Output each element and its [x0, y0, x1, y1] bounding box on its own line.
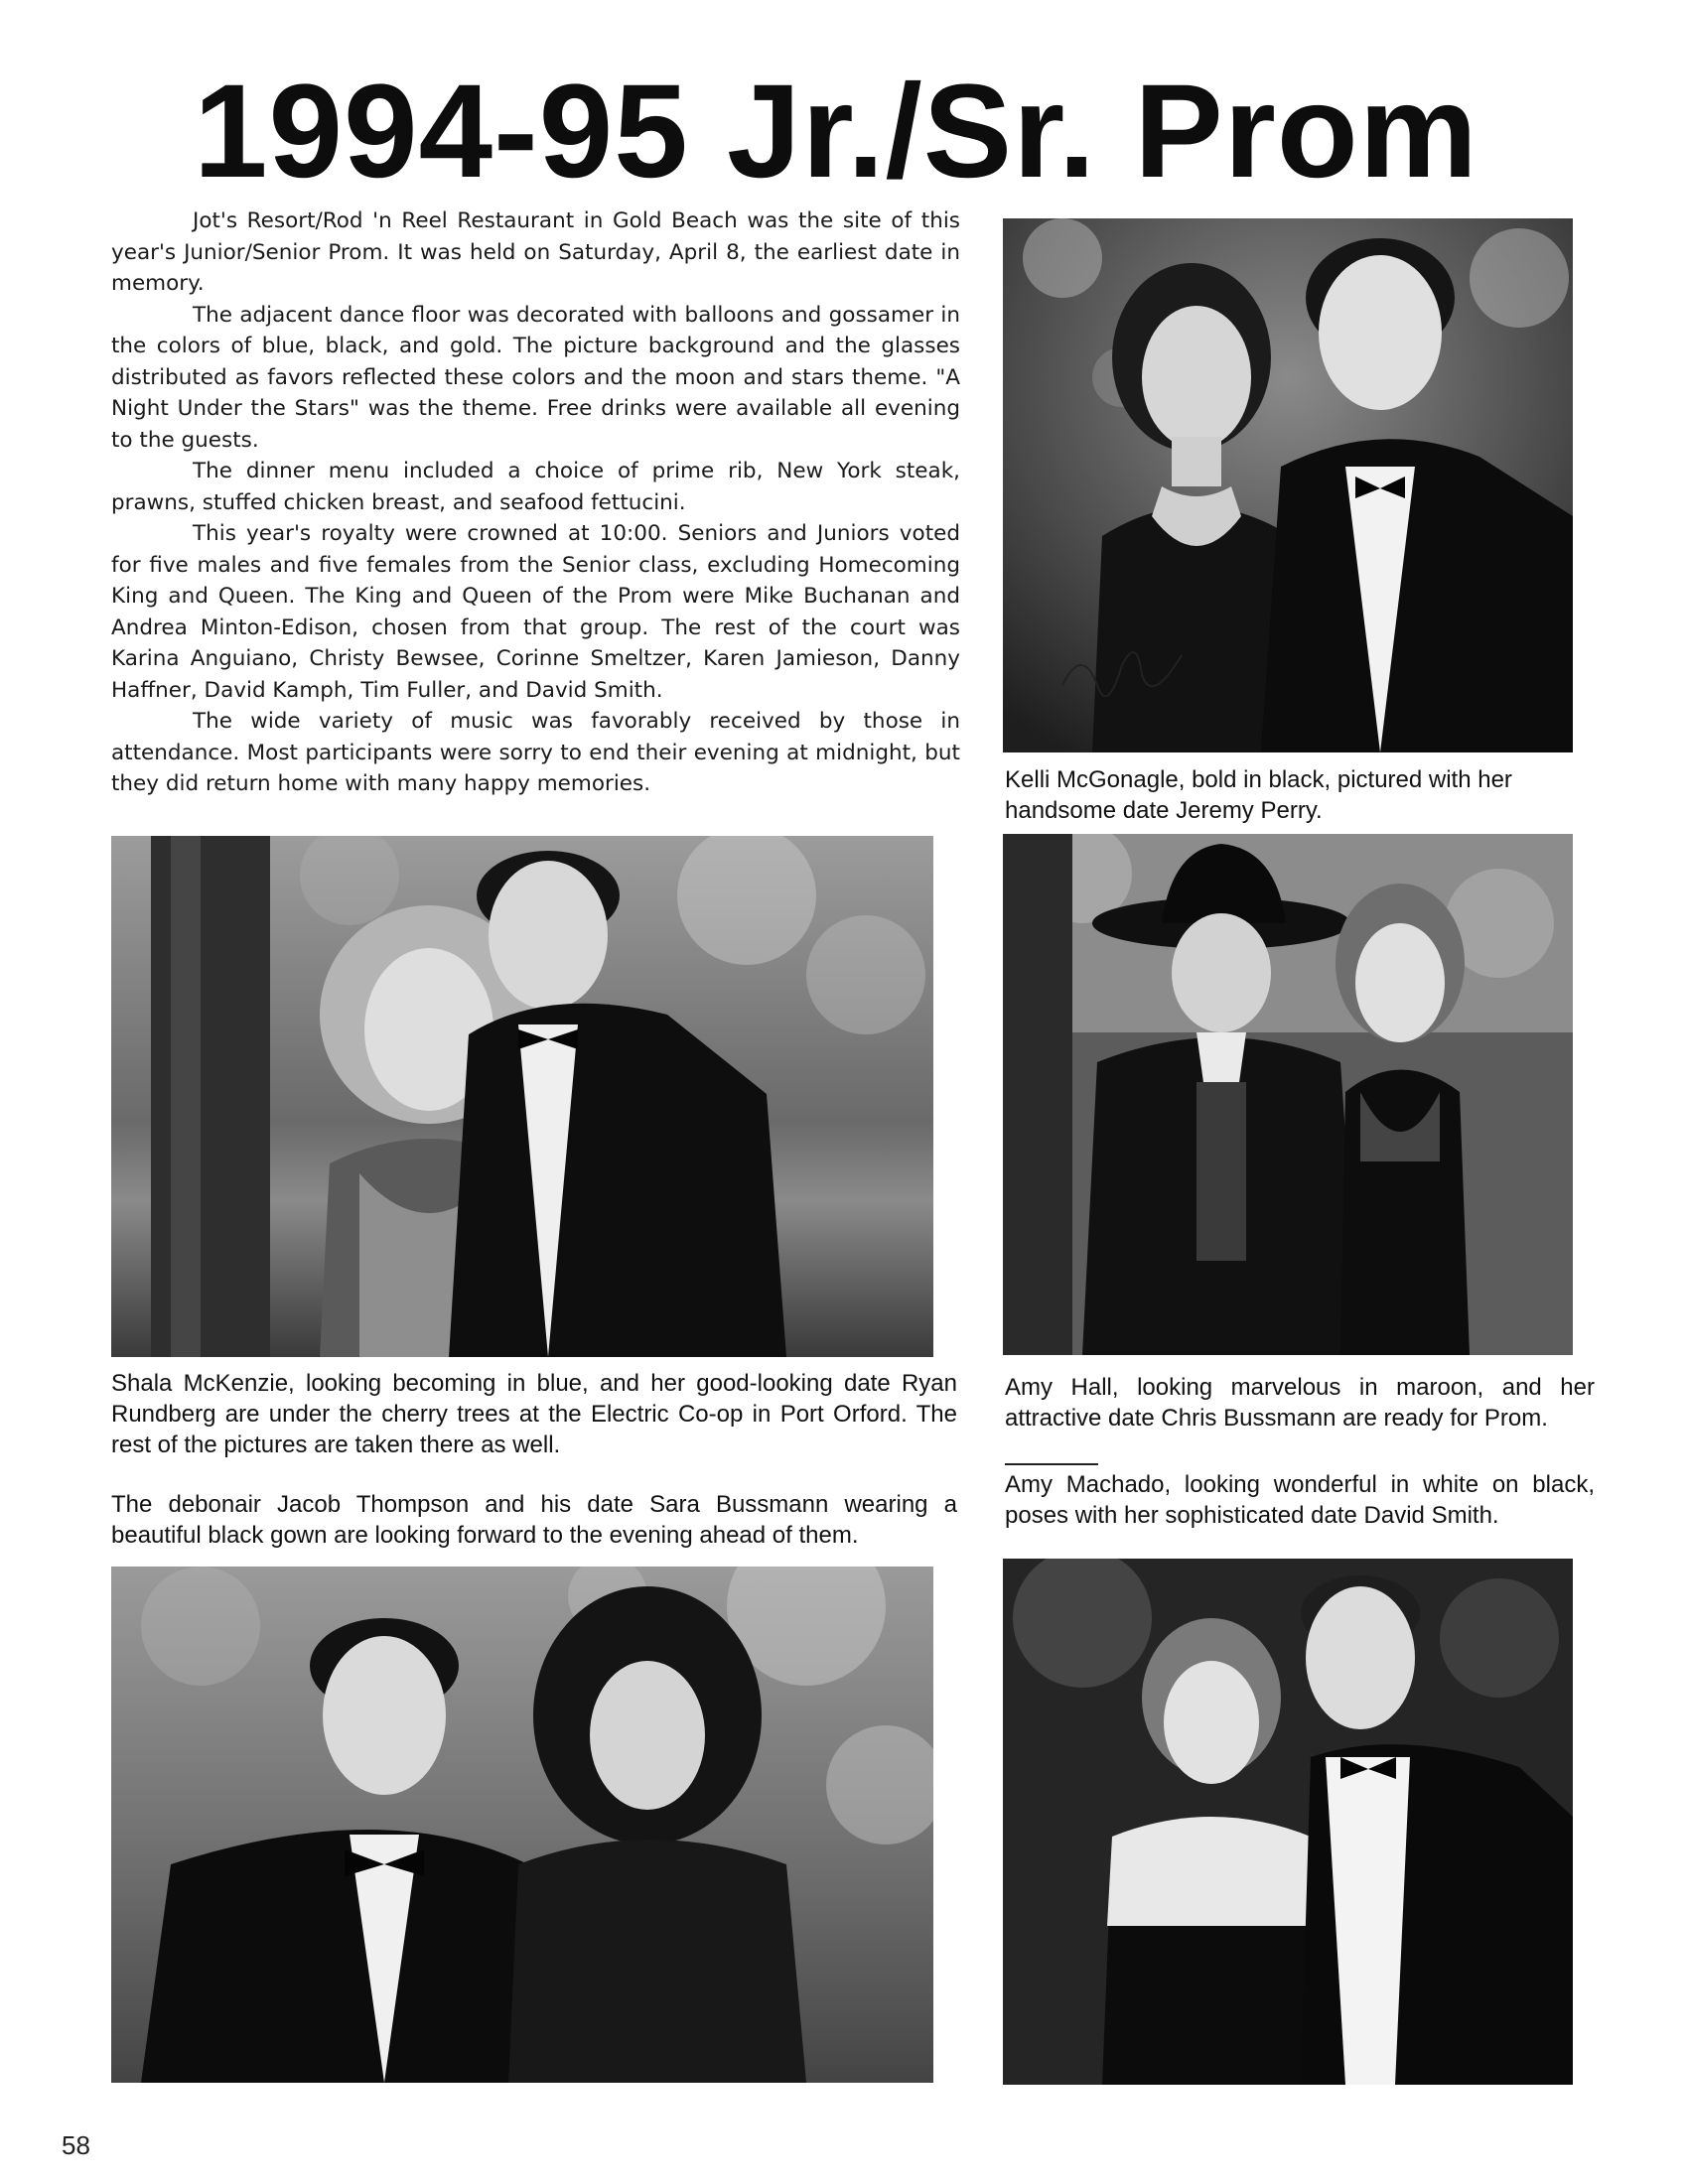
page-number: 58 [62, 2130, 90, 2160]
article-paragraph: Jot's Resort/Rod 'n Reel Restaurant in Gold Beach was the site of this year's Junior/Senior Prom. It was held on Saturday, April 8, the earliest date in memory. [111, 208, 960, 296]
caption-shala-ryan: Shala McKenzie, looking becoming in blue, and her good-looking date Ryan Rundberg are under the cherry trees at the Electric Co-op in Port Orford. The rest of the pictures are taken there as well. [111, 1370, 957, 1458]
caption-divider [1005, 1463, 1098, 1465]
caption-kelli-jeremy: Kelli McGonagle, bold in black, pictured with her handsome date Jeremy Perry. [1005, 766, 1512, 824]
photo-shala-ryan [111, 836, 933, 1357]
article-paragraph: The dinner menu included a choice of prime rib, New York steak, prawns, stuffed chicken breast, and seafood fettucini. [111, 459, 960, 515]
photo-jacob-sara [111, 1567, 933, 2083]
caption-amy-hall-chris: Amy Hall, looking marvelous in maroon, and her attractive date Chris Bussmann are ready for Prom. [1005, 1374, 1595, 1432]
caption-jacob-sara: The debonair Jacob Thompson and his date Sara Bussmann wearing a beautiful black gown are looking forward to the evening ahead of them. [111, 1491, 957, 1549]
photo-kelli-jeremy [1003, 218, 1573, 752]
page-title: 1994-95 Jr./Sr. Prom [194, 58, 1478, 205]
caption-amy-machado-david: Amy Machado, looking wonderful in white on black, poses with her sophisticated date David Smith. [1005, 1471, 1595, 1529]
article-paragraph: This year's royalty were crowned at 10:00. Seniors and Juniors voted for five males and five females from the Senior class, excluding Homecoming King and Queen. The King and Queen of the Prom were Mike Buchanan and Andrea Minton-Edison, chosen from that group. The rest of the court was Karina Anguiano, Christy Bewsee, Corinne Smeltzer, Karen Jamieson, Danny Haffner, David Kamph, Tim Fuller, and David Smith. [111, 521, 960, 703]
article-paragraph: The adjacent dance floor was decorated with balloons and gossamer in the colors of blue, black, and gold. The picture background and the glasses distributed as favors reflected these colors and the moon and stars theme. "A Night Under the Stars" was the theme. Free drinks were available all evening to the guests. [111, 302, 960, 453]
photo-amy-machado-david [1003, 1559, 1573, 2085]
article-paragraph: The wide variety of music was favorably received by those in attendance. Most participants were sorry to end their evening at midnight, but they did return home with many happy memories. [111, 709, 960, 796]
photo-amy-hall-chris [1003, 834, 1573, 1355]
article-body [111, 205, 960, 800]
